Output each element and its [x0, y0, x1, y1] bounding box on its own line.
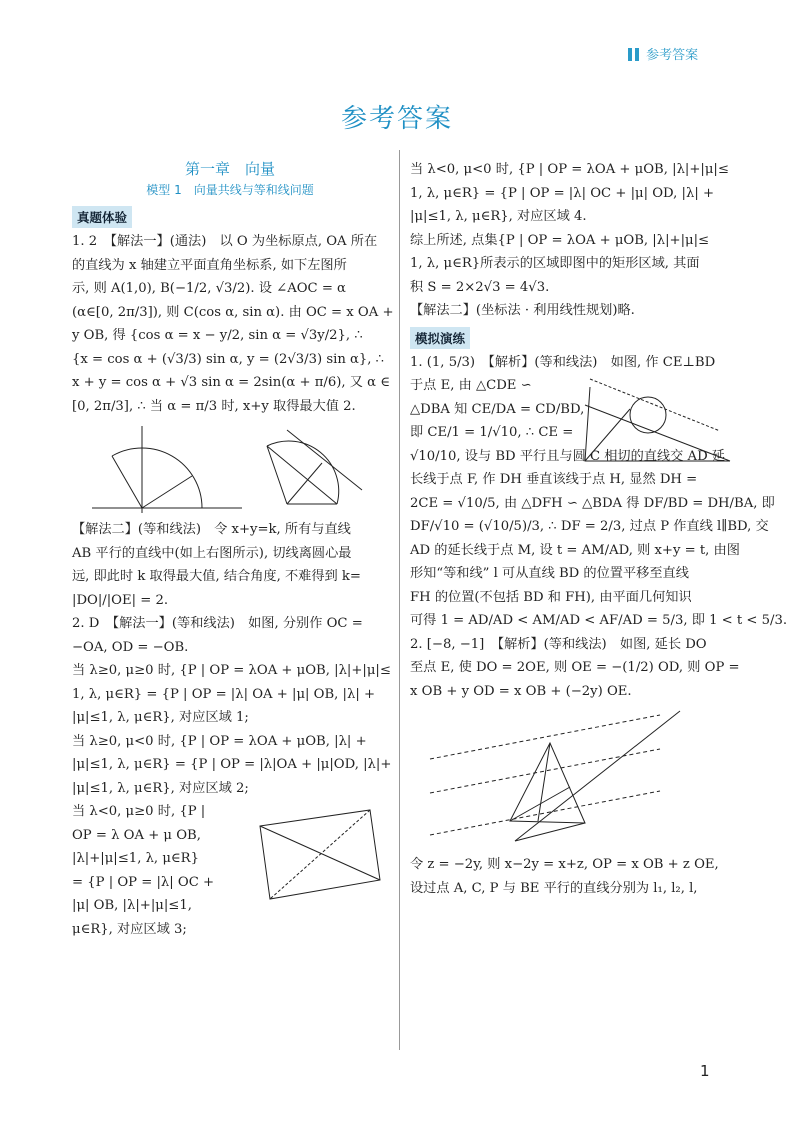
- text-line: 2CE = √10/5, 由 △DFH ∽ △BDA 得 DF/BD = DH/BA, 即: [410, 495, 775, 511]
- text-line: 1, λ, μ∈R} = {P | OP = |λ| OA + |μ| OB, |λ| +: [72, 686, 376, 702]
- bar-icon: [635, 48, 639, 61]
- text-line: OP = λ OA + μ OB,: [72, 827, 201, 843]
- text-line: 1. (1, 5/3) 【解析】(等和线法) 如图, 作 CE⊥BD: [410, 354, 716, 370]
- left-column: [72, 158, 394, 941]
- text-line: x + y = cos α + √3 sin α = 2sin(α + π/6), 又 α ∈: [72, 375, 390, 390]
- text-line: |DO|/|OE| = 2.: [72, 592, 169, 608]
- bar-icon: [628, 48, 632, 61]
- header-tag-text: 参考答案: [646, 48, 699, 63]
- column-divider: [399, 150, 400, 1050]
- chapter-title: 第一章 向量: [184, 160, 275, 178]
- text-line: 长线于点 F, 作 DH 垂直该线于点 H, 显然 DH =: [410, 472, 698, 487]
- text-line: 至点 E, 使 DO = 2OE, 则 OE = −(1/2) OD, 则 OP =: [410, 660, 740, 675]
- figure-rectangle-regions: [240, 804, 390, 914]
- section-badge-real: 真题体验: [72, 206, 132, 228]
- text-line: −OA, OD = −OB.: [72, 639, 189, 655]
- text-line: 2. [−8, −1] 【解析】(等和线法) 如图, 延长 DO: [410, 636, 707, 652]
- text-line: 形知“等和线” l 可从直线 BD 的位置平移至直线: [410, 566, 689, 581]
- text-line: 设过点 A, C, P 与 BE 平行的直线分别为 l₁, l₂, l,: [410, 880, 698, 896]
- text-line: 于点 E, 由 △CDE ∽: [410, 378, 532, 393]
- text-line: |μ| OB, |λ|+|μ|≤1,: [72, 898, 192, 913]
- text-line: △DBA 知 CE/DA = CD/BD,: [410, 401, 585, 417]
- text-line: 即 CE/1 = 1/√10, ∴ CE =: [410, 425, 574, 440]
- text-line: 当 λ<0, μ<0 时, {P | OP = λOA + μOB, |λ|+|μ|≤: [410, 162, 729, 177]
- text-line: AD 的延长线于点 M, 设 t = AM/AD, 则 x+y = t, 由图: [410, 542, 740, 558]
- text-line: |μ|≤1, λ, μ∈R} = {P | OP = |λ|OA + |μ|OD, |λ|+: [72, 757, 392, 772]
- text-line: |μ|≤1, λ, μ∈R}, 对应区域 1;: [72, 710, 249, 725]
- text-line: 2. D 【解法一】(等和线法) 如图, 分别作 OC =: [72, 616, 363, 631]
- text-line: = {P | OP = |λ| OC +: [72, 874, 215, 890]
- text-line: 积 S = 2×2√3 = 4√3.: [410, 279, 550, 295]
- header-section-tag: [628, 44, 698, 63]
- text-line: [0, 2π/3], ∴ 当 α = π/3 时, x+y 取得最大值 2.: [72, 398, 356, 414]
- text-line: 当 λ≥0, μ<0 时, {P | OP = λOA + μOB, |λ| +: [72, 733, 367, 749]
- text-line: 【解法二】(等和线法) 令 x+y=k, 所有与直线: [72, 522, 351, 537]
- text-line: 当 λ≥0, μ≥0 时, {P | OP = λOA + μOB, |λ|+|μ|≤: [72, 663, 391, 678]
- text-line: x OB + y OD = x OB + (−2y) OE.: [410, 683, 632, 699]
- page-title: 参考答案: [340, 104, 453, 134]
- page-number: 1: [700, 1062, 710, 1080]
- text-line: FH 的位置(不包括 BD 和 FH), 由平面几何知识: [410, 589, 692, 605]
- text-line: 1, λ, μ∈R}所表示的区域即图中的矩形区域, 其面: [410, 256, 700, 271]
- section-badge-mock: 模拟演练: [410, 327, 470, 349]
- figure-rectangle-circle: [570, 369, 735, 474]
- text-line: |μ|≤1, λ, μ∈R}, 对应区域 2;: [72, 780, 249, 796]
- text-line: 的直线为 x 轴建立平面直角坐标系, 如下左图所: [72, 257, 347, 273]
- text-line: 令 z = −2y, 则 x−2y = x+z, OP = x OB + z OE,: [410, 857, 719, 872]
- text-line: AB 平行的直线中(如上右图所示), 切线离圆心最: [72, 545, 352, 561]
- text-line: 远, 即此时 k 取得最大值, 结合角度, 不难得到 k=: [72, 569, 361, 584]
- text-line: 1, λ, μ∈R} = {P | OP = |λ| OC + |μ| OD, |λ| +: [410, 185, 715, 201]
- text-line: 1. 2 【解法一】(通法) 以 O 为坐标原点, OA 所在: [72, 234, 378, 249]
- text-line: 示, 则 A(1,0), B(−1/2, √3/2). 设 ∠AOC = α: [72, 281, 346, 296]
- text-line: (α∈[0, 2π/3]), 则 C(cos α, sin α). 由 OC = x OA +: [72, 304, 394, 320]
- text-line: y OB, 得 {cos α = x − y/2, sin α = √3y/2}, ∴: [72, 328, 363, 343]
- text-line: 综上所述, 点集{P | OP = λOA + μOB, |λ|+|μ|≤: [410, 232, 710, 248]
- figure-circle-coords: [72, 418, 388, 518]
- right-column: [410, 158, 788, 900]
- text-line: DF/√10 = (√10/5)/3, ∴ DF = 2/3, 过点 P 作直线 l∥BD, 交: [410, 519, 769, 534]
- text-line: 【解法二】(坐标法 · 利用线性规划)略.: [410, 303, 635, 318]
- text-line: |μ|≤1, λ, μ∈R}, 对应区域 4.: [410, 209, 587, 224]
- text-line: √10/10, 设与 BD 平行且与圆 C 相切的直线交 AD 延: [410, 448, 726, 464]
- text-line: 可得 1 = AD/AD < AM/AD < AF/AD = 5/3, 即 1 < t < 5/3.: [410, 613, 788, 628]
- figure-triangle-parallel-lines: [410, 703, 730, 853]
- text-line: |λ|+|μ|≤1, λ, μ∈R}: [72, 851, 199, 866]
- model-title: 模型 1 向量共线与等和线问题: [146, 183, 314, 197]
- text-line: μ∈R}, 对应区域 3;: [72, 921, 187, 937]
- text-line: 当 λ<0, μ≥0 时, {P |: [72, 804, 206, 819]
- text-line: {x = cos α + (√3/3) sin α, y = (2√3/3) sin α}, ∴: [72, 351, 385, 367]
